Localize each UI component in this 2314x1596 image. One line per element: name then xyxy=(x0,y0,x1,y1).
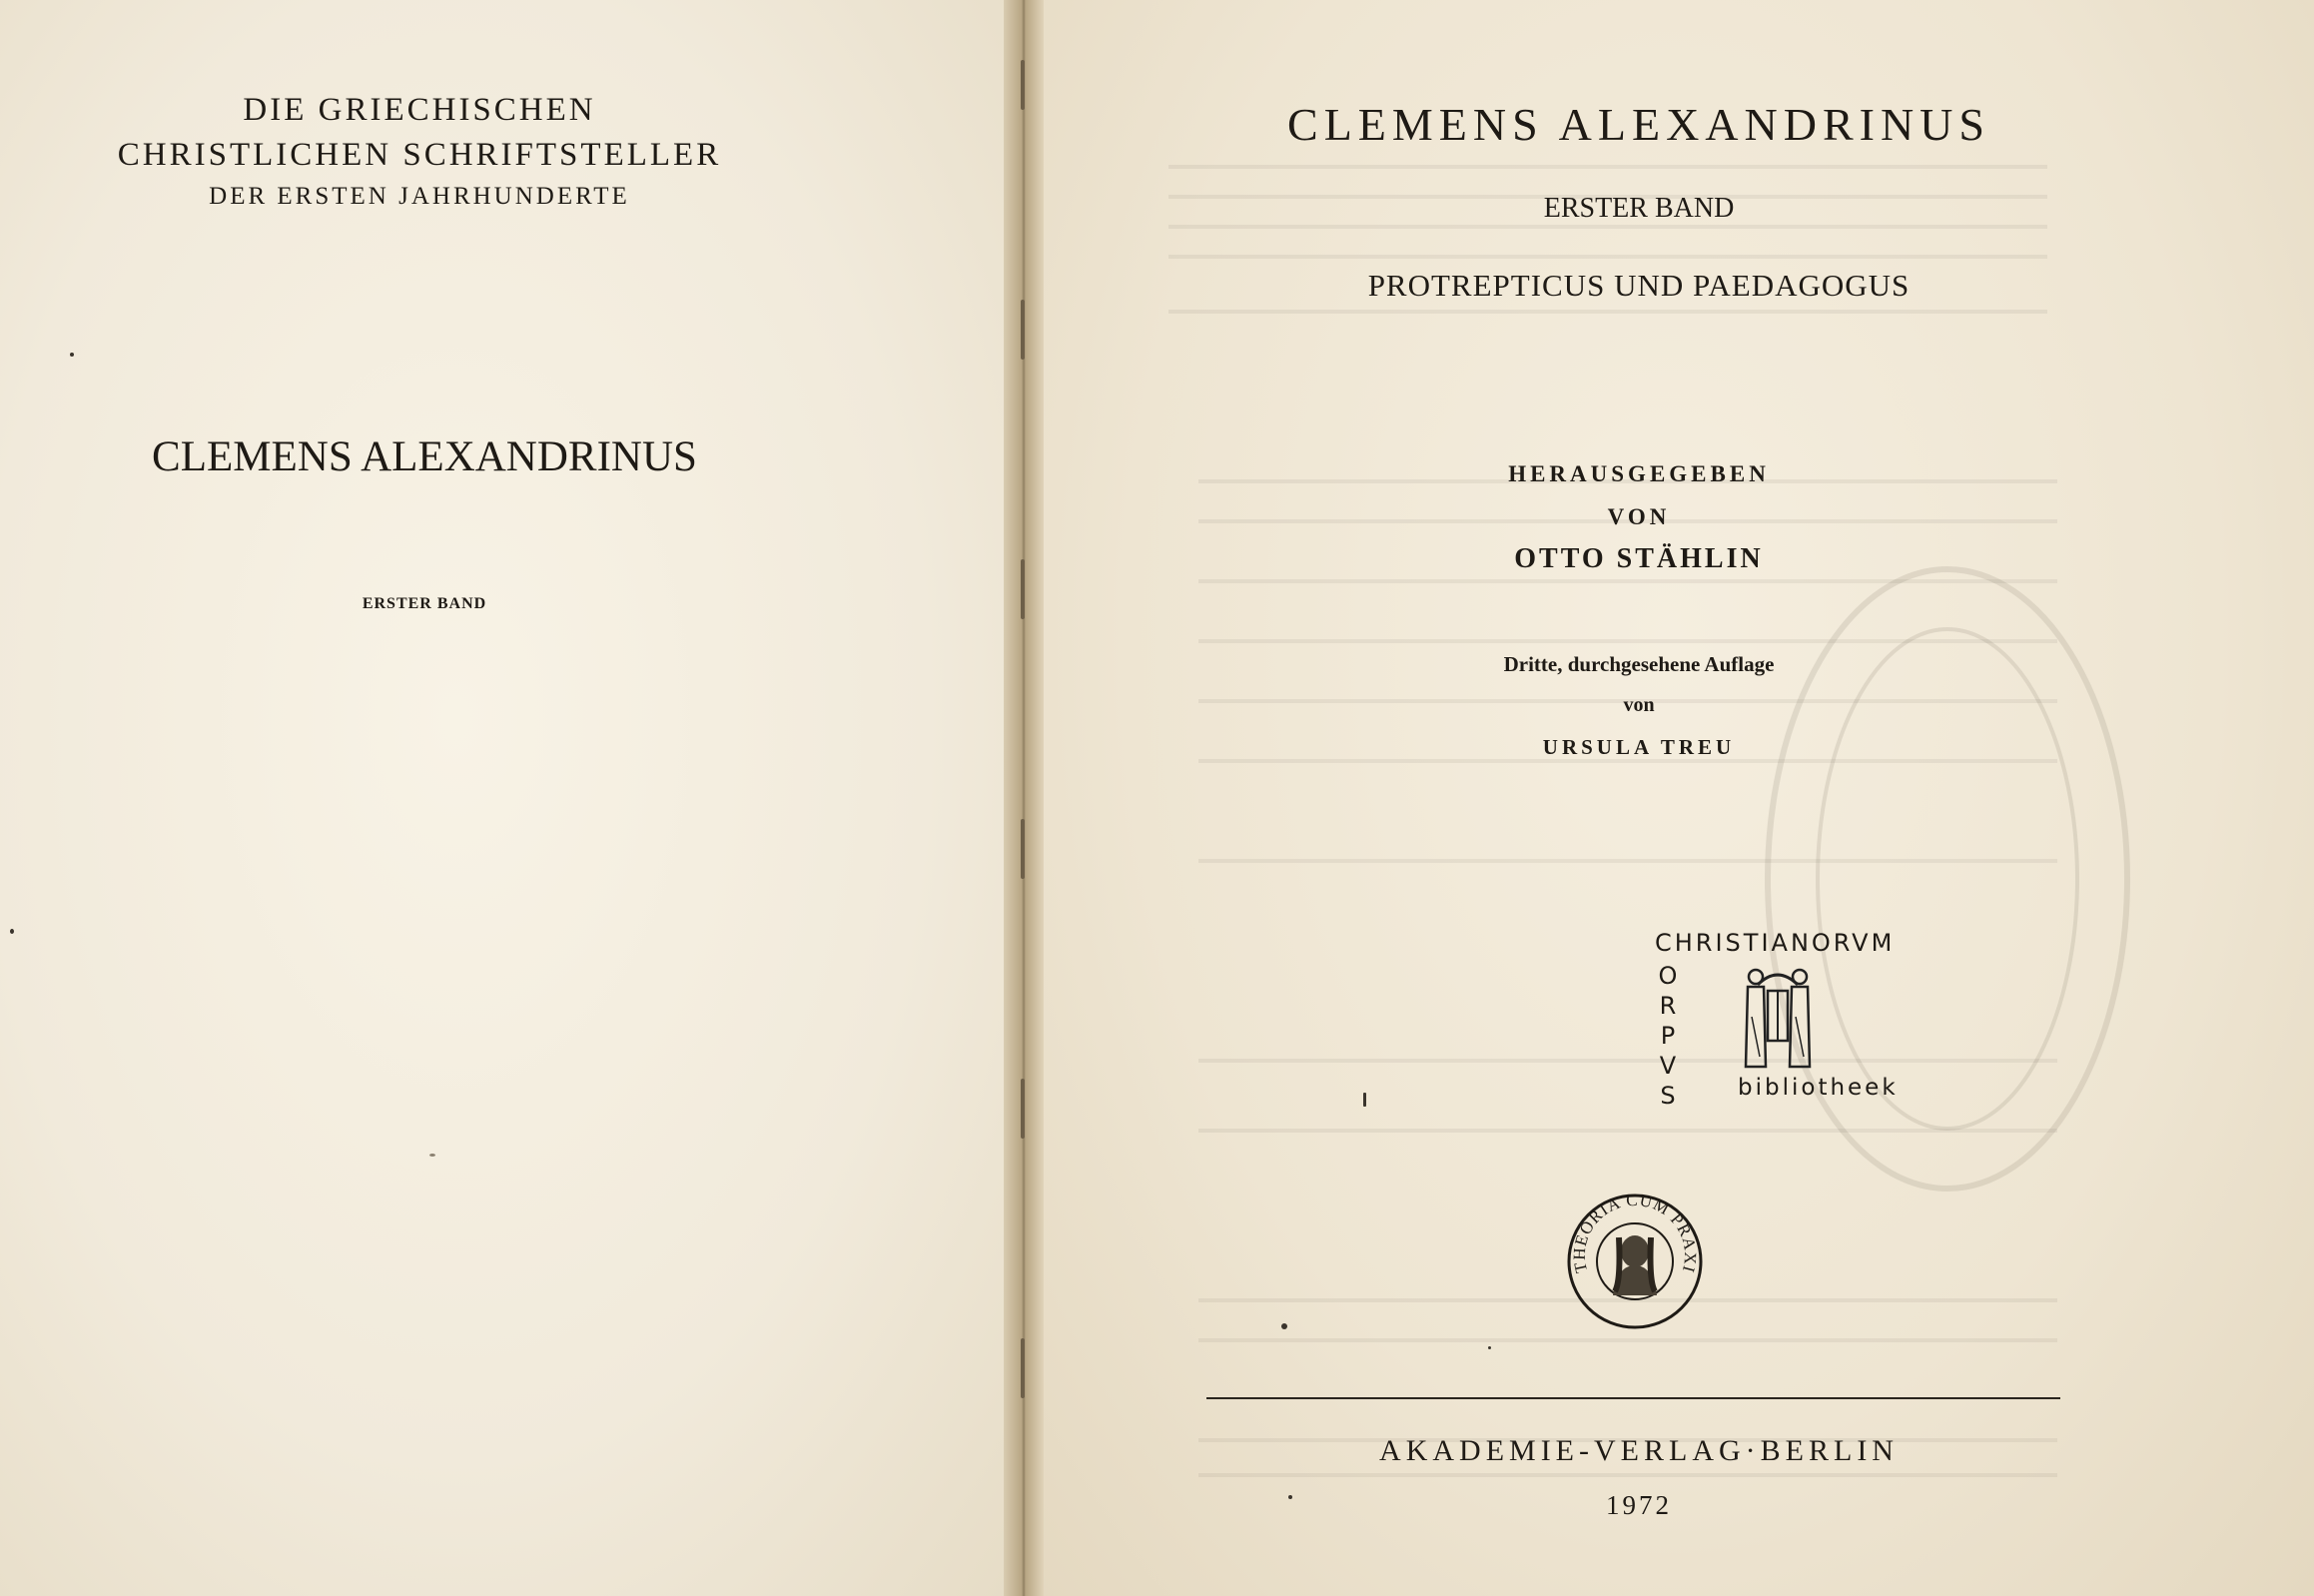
show-through-line xyxy=(1168,225,2047,229)
title-author: CLEMENS ALEXANDRINUS xyxy=(1287,99,1990,150)
series-title-line1: DIE GRIECHISCHEN xyxy=(243,92,596,128)
library-stamp-bottom: bibliotheek xyxy=(1738,1075,1899,1101)
half-title-author: CLEMENS ALEXANDRINUS xyxy=(152,433,697,480)
reviser-von: von xyxy=(1623,694,1655,716)
series-title-line3: DER ERSTEN JAHRHUNDERTE xyxy=(209,183,630,210)
stamp-letter: S xyxy=(1660,1082,1676,1110)
binding-stitch xyxy=(1021,60,1025,110)
half-title-volume: ERSTER BAND xyxy=(362,595,487,612)
paper-speck xyxy=(10,929,14,934)
binding-stitch xyxy=(1021,300,1025,360)
library-stamp-vertical xyxy=(1656,961,1680,1111)
stamp-letter: P xyxy=(1660,1022,1676,1050)
stamp-letter: R xyxy=(1659,992,1677,1020)
title-volume: ERSTER BAND xyxy=(1543,193,1735,224)
binding-stitch xyxy=(1021,559,1025,619)
series-title-line2: CHRISTLICHEN SCHRIFTSTELLER xyxy=(117,137,722,173)
show-through-line xyxy=(1168,165,2047,169)
edition-note: Dritte, durchgesehene Auflage xyxy=(1503,652,1775,676)
paper-speck xyxy=(1288,1495,1292,1499)
publisher-name: AKADEMIE-VERLAG·BERLIN xyxy=(1379,1434,1899,1467)
theoria-cum-praxi-seal-icon xyxy=(1565,1192,1705,1331)
binding-stitch xyxy=(1021,1079,1025,1139)
library-stamp-top: CHRISTIANORVM xyxy=(1655,929,1896,957)
svg-text:THEORIA CUM PRAXI: THEORIA CUM PRAXI xyxy=(1569,1192,1701,1275)
paper-speck xyxy=(1488,1346,1491,1349)
publisher-rule xyxy=(1206,1397,2060,1399)
paper-speck xyxy=(1363,1093,1366,1107)
publication-year: 1972 xyxy=(1606,1490,1672,1520)
paper-speck xyxy=(70,353,74,357)
show-through-line xyxy=(1198,1338,2057,1342)
editor-name: OTTO STÄHLIN xyxy=(1514,543,1764,574)
left-page xyxy=(0,0,1014,1596)
show-through-seal xyxy=(1758,559,2137,1198)
stamp-letter: O xyxy=(1658,962,1678,990)
show-through-line xyxy=(1168,310,2047,314)
stamp-letter: V xyxy=(1659,1052,1677,1080)
paper-speck xyxy=(1281,1323,1287,1329)
editor-label: HERAUSGEGEBEN xyxy=(1508,461,1770,486)
show-through-line xyxy=(1198,1473,2057,1477)
binding-stitch xyxy=(1021,819,1025,879)
editor-von: VON xyxy=(1607,504,1671,529)
reviser-name: URSULA TREU xyxy=(1542,735,1736,759)
book-title: PROTREPTICUS UND PAEDAGOGUS xyxy=(1367,268,1911,303)
show-through-line xyxy=(1168,255,2047,259)
paper-speck xyxy=(429,1154,435,1157)
library-figures-icon xyxy=(1738,957,1818,1075)
binding-stitch xyxy=(1021,1338,1025,1398)
